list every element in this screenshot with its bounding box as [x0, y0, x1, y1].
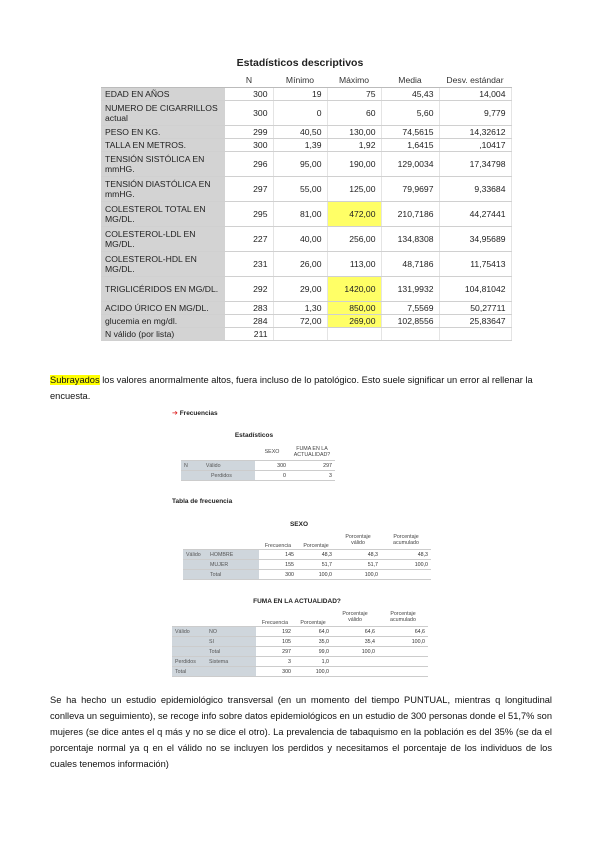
cell-min: 26,00 [273, 252, 327, 277]
row-label: NUMERO DE CIGARRILLOS actual [101, 101, 225, 126]
cell-max: 130,00 [327, 126, 381, 139]
row-group: Válido [186, 551, 201, 558]
cell: 300 [256, 667, 294, 677]
row-label: COLESTEROL TOTAL EN MG/DL. [101, 202, 225, 227]
row-label: N válido (por lista) [101, 328, 225, 341]
cell-sd: 25,83647 [439, 315, 511, 328]
cell-min: 55,00 [273, 177, 327, 202]
col-header-max: Máximo [327, 72, 381, 88]
fuma-title: FUMA EN LA ACTUALIDAD? [253, 598, 341, 605]
cell-max: 256,00 [327, 227, 381, 252]
row-label: COLESTEROL-HDL EN MG/DL. [101, 252, 225, 277]
row-label: EDAD EN AÑOS [101, 88, 225, 101]
row-label: TALLA EN METROS. [101, 139, 225, 152]
table-row [172, 627, 428, 637]
row-group: Perdidos [175, 658, 196, 665]
stats-lost-label: Perdidos [181, 471, 255, 481]
table-row [101, 302, 511, 315]
row-label: PESO EN KG. [101, 126, 225, 139]
cell-mean: 1,6415 [381, 139, 439, 152]
row-label [172, 657, 256, 667]
cell [378, 647, 428, 657]
study-paragraph: Se ha hecho un estudio epidemiológico transversal (en un momento del tiempo PUNTUAL, mientras q longitudinal conlleva un seguimiento), se recoge info sobre datos epidemiológicos en un estudio de 300 personas donde el 51,7% son mujeres (se dice antes el q más y no se dice el otro). La prevalencia de tabaquismo en la población es del 35% (se da el porcentaje normal ya q en el válido no se incluyen los perdidos y necesitamos el porcentaje de los individuos de los cuales tenemos información) [50, 695, 552, 769]
col-header-mean: Media [381, 72, 439, 88]
cell-mean: 79,9697 [381, 177, 439, 202]
cell [381, 570, 431, 580]
cell-sd: 14,32612 [439, 126, 511, 139]
stats-valid-sexo: 300 [255, 461, 289, 471]
cell [378, 657, 428, 667]
row-group: Válido [175, 628, 190, 635]
cell-n: 231 [225, 252, 273, 277]
cell-n: 283 [225, 302, 273, 315]
fuma-h-pct: Porcentaje [294, 608, 332, 627]
col-header-sd: Desv. estándar [439, 72, 511, 88]
row-label [183, 570, 259, 580]
table-row [101, 139, 511, 152]
fuma-h-valid: Porcentaje válido [332, 608, 378, 627]
table-header-row [101, 72, 511, 88]
cell-max [327, 328, 381, 341]
cell-sd: 14,004 [439, 88, 511, 101]
stats-col-fuma: FUMA EN LA ACTUALIDAD? [289, 444, 335, 461]
row-category: Total [210, 571, 222, 578]
table-row [101, 88, 511, 101]
col-header-n: N [225, 72, 273, 88]
table-row [183, 560, 431, 570]
sexo-title: SEXO [289, 521, 309, 528]
cell-n: 296 [225, 152, 273, 177]
stats-lost-fuma: 3 [289, 471, 335, 481]
row-label: TENSIÓN DIASTÓLICA EN mmHG. [101, 177, 225, 202]
cell: 192 [256, 627, 294, 637]
cell: 100,0 [297, 570, 335, 580]
cell-max: 269,00 [327, 315, 381, 328]
cell-min: 72,00 [273, 315, 327, 328]
table-row [101, 277, 511, 302]
table-row [101, 152, 511, 177]
fuma-table [172, 608, 428, 677]
cell-sd: 34,95689 [439, 227, 511, 252]
table-row [183, 550, 431, 560]
cell: 64,6 [332, 627, 378, 637]
cell-n: 284 [225, 315, 273, 328]
cell-mean: 48,7186 [381, 252, 439, 277]
stats-n-label: N [184, 462, 188, 469]
row-label: COLESTEROL-LDL EN MG/DL. [101, 227, 225, 252]
row-group: Total [175, 668, 187, 675]
cell-max: 190,00 [327, 152, 381, 177]
fuma-h-freq: Frecuencia [256, 608, 294, 627]
cell-n: 297 [225, 177, 273, 202]
cell-max: 1,92 [327, 139, 381, 152]
cell-n: 299 [225, 126, 273, 139]
cell: 100,0 [294, 667, 332, 677]
row-label: TRIGLICÉRIDOS EN MG/DL. [101, 277, 225, 302]
row-label: TENSIÓN SISTÓLICA EN mmHG. [101, 152, 225, 177]
row-category: MUJER [210, 561, 229, 568]
cell-min [273, 328, 327, 341]
cell-mean: 102,8556 [381, 315, 439, 328]
row-label [172, 637, 256, 647]
cell: 145 [259, 550, 297, 560]
cell-mean: 210,7186 [381, 202, 439, 227]
cell-min: 40,00 [273, 227, 327, 252]
table-row [101, 227, 511, 252]
cell-min: 1,30 [273, 302, 327, 315]
cell-max: 75 [327, 88, 381, 101]
cell-max: 113,00 [327, 252, 381, 277]
arrow-icon: ➔ [172, 410, 178, 417]
cell: 48,3 [381, 550, 431, 560]
table-row [101, 126, 511, 139]
corner-cell [101, 72, 225, 88]
cell-max: 125,00 [327, 177, 381, 202]
cell: 64,6 [378, 627, 428, 637]
cell-min: 81,00 [273, 202, 327, 227]
cell-sd: 9,33684 [439, 177, 511, 202]
frecuencias-heading [172, 409, 218, 417]
tabla-frecuencia-heading: Tabla de frecuencia [172, 498, 233, 505]
cell-mean [381, 328, 439, 341]
table-row [101, 177, 511, 202]
cell-min: 19 [273, 88, 327, 101]
row-label [183, 560, 259, 570]
table-row [101, 315, 511, 328]
cell-sd: 44,27441 [439, 202, 511, 227]
row-label [183, 550, 259, 560]
fuma-h-cum: Porcentaje acumulado [378, 608, 428, 627]
sexo-h-pct: Porcentaje [297, 531, 335, 550]
cell: 155 [259, 560, 297, 570]
cell-n: 227 [225, 227, 273, 252]
cell-n: 300 [225, 101, 273, 126]
descriptive-stats-table [101, 72, 512, 341]
stats-valid-fuma: 297 [289, 461, 335, 471]
cell: 297 [256, 647, 294, 657]
cell-sd: 104,81042 [439, 277, 511, 302]
cell: 99,0 [294, 647, 332, 657]
cell [332, 667, 378, 677]
cell: 100,0 [332, 647, 378, 657]
sexo-h-freq: Frecuencia [259, 531, 297, 550]
table-row [101, 202, 511, 227]
cell: 3 [256, 657, 294, 667]
table-row [172, 667, 428, 677]
table-row [101, 252, 511, 277]
cell-sd [439, 328, 511, 341]
cell-min: 29,00 [273, 277, 327, 302]
cell-max: 850,00 [327, 302, 381, 315]
note-text: los valores anormalmente altos, fuera incluso de lo patológico. Esto suele significar un error al rellenar la encuesta. [50, 375, 533, 401]
sexo-h-valid: Porcentaje válido [335, 531, 381, 550]
row-category: HOMBRE [210, 551, 234, 558]
table-row [172, 657, 428, 667]
cell-mean: 129,0034 [381, 152, 439, 177]
row-label: ACIDO ÚRICO EN MG/DL. [101, 302, 225, 315]
cell-mean: 74,5615 [381, 126, 439, 139]
cell [378, 667, 428, 677]
cell-sd: 17,34798 [439, 152, 511, 177]
stats-valid-label: Válido [205, 462, 221, 469]
cell: 100,0 [335, 570, 381, 580]
row-label [172, 647, 256, 657]
cell-max: 472,00 [327, 202, 381, 227]
table-row [183, 570, 431, 580]
cell-mean: 134,8308 [381, 227, 439, 252]
cell-mean: 5,60 [381, 101, 439, 126]
row-label [172, 627, 256, 637]
table-row [101, 101, 511, 126]
note-paragraph [50, 372, 552, 404]
table-row [101, 328, 511, 341]
cell-n: 295 [225, 202, 273, 227]
note-highlight: Subrayados [50, 375, 100, 385]
cell: 51,7 [335, 560, 381, 570]
cell-sd: 11,75413 [439, 252, 511, 277]
cell: 100,0 [378, 637, 428, 647]
cell-min: 40,50 [273, 126, 327, 139]
row-category: Total [209, 648, 221, 655]
row-category: NO [209, 628, 217, 635]
cell [332, 657, 378, 667]
stats-col-sexo: SEXO [255, 444, 289, 461]
cell-n: 300 [225, 139, 273, 152]
frecuencias-label: Frecuencias [179, 410, 218, 417]
row-category: SI [209, 638, 215, 645]
cell-n: 211 [225, 328, 273, 341]
cell-n: 300 [225, 88, 273, 101]
cell: 1,0 [294, 657, 332, 667]
cell-mean: 7,5569 [381, 302, 439, 315]
cell-max: 60 [327, 101, 381, 126]
cell-mean: 131,9932 [381, 277, 439, 302]
stats-lost-sexo: 0 [255, 471, 289, 481]
cell: 300 [259, 570, 297, 580]
cell: 64,0 [294, 627, 332, 637]
stats-table [181, 444, 335, 481]
cell-min: 0 [273, 101, 327, 126]
row-category: Sistema [209, 658, 229, 665]
row-label: glucemia en mg/dl. [101, 315, 225, 328]
cell-mean: 45,43 [381, 88, 439, 101]
sexo-h-cum: Porcentaje acumulado [381, 531, 431, 550]
cell: 35,4 [332, 637, 378, 647]
cell: 51,7 [297, 560, 335, 570]
stats-title: Estadísticos [234, 432, 274, 439]
table-row [172, 637, 428, 647]
cell-sd: ,10417 [439, 139, 511, 152]
cell: 48,3 [297, 550, 335, 560]
table-row [172, 647, 428, 657]
cell-min: 1,39 [273, 139, 327, 152]
cell: 105 [256, 637, 294, 647]
col-header-min: Mínimo [273, 72, 327, 88]
cell: 35,0 [294, 637, 332, 647]
desc-table-title: Estadísticos descriptivos [236, 57, 364, 69]
cell-max: 1420,00 [327, 277, 381, 302]
sexo-table [183, 531, 431, 580]
row-label [172, 667, 256, 677]
cell: 100,0 [381, 560, 431, 570]
cell-sd: 9,779 [439, 101, 511, 126]
cell-n: 292 [225, 277, 273, 302]
cell-min: 95,00 [273, 152, 327, 177]
cell-sd: 50,27711 [439, 302, 511, 315]
cell: 48,3 [335, 550, 381, 560]
